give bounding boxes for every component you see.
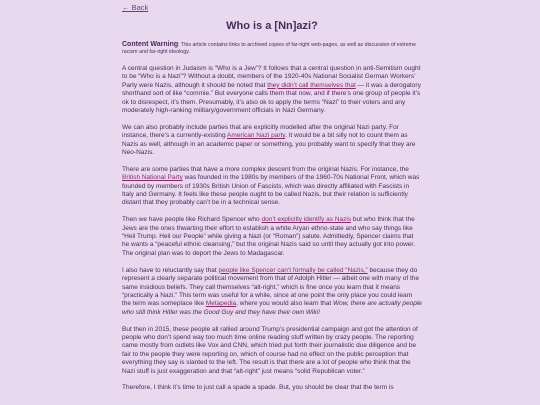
paragraph-text: Then we have people like Richard Spencer who — [122, 216, 262, 224]
back-link[interactable]: ← Back — [122, 3, 149, 12]
paragraph-2 — [122, 124, 422, 158]
link-british-national-party[interactable]: British National Party — [122, 174, 183, 182]
link-metapedia[interactable]: Metapedia — [205, 300, 237, 308]
paragraph-text: But then in 2015, these people all rallied around Trump’s presidential campaign and got the attention of people who don’t spend way too much time online reading stuff written by crazy people. The reporting came mostly from outlets like Vox and CNN, which tried put forth their journalistic due diligence and be fair to the people they were reporting on, which of course had no effect on the public perception that everything they say is slanted to the left. The result is that there are a lot of people who think that the Nazi stuff is just exaggeration and that “alt-right” just means “solid Republican voter.” — [122, 325, 418, 375]
paragraph-3 — [122, 166, 422, 208]
paragraph-5 — [122, 267, 422, 317]
paragraph-text: was founded in the 1980s by members of the 1960-70s National Front, which was founded by members of 1930s British Union of Fascists, which was directly affiliated with Fascists in Italy and Germany. It feels like these people ought to be called Nazis, but their relation is sufficiently distant that they probably can’t be in a technical sense. — [122, 174, 420, 207]
link-didnt-call-themselves[interactable]: they didn’t call themselves that — [267, 81, 356, 89]
content-warning-label: Content Warning — [122, 41, 179, 48]
paragraph-text: — it was a derogatory shorthand sort of like “commie.” But everyone calls them that now, and if there’s one group of people it’s ok to disrespect, it’s them. Presumably, it’s also ok to apply the terms “Nazi” to their voters and any moderately high-ranking military/government officials in Nazi Germany. — [122, 81, 421, 115]
content-warning — [122, 41, 422, 56]
paragraph-text: We can also probably include parties that are explicitly modelled after the original Nazi party. For instance, there’s a currently-existing — [122, 123, 399, 140]
paragraph-text: . It would be a bit silly not to count them as Nazis as well, although in an academic paper or something, you probably want to specify that they are Neo-Nazis. — [122, 132, 416, 157]
paragraph-text: I also have to reluctantly say that — [122, 266, 219, 274]
page-title: Who is a [Nn]azi? — [226, 20, 318, 32]
paragraph-text: A central question in Judaism is “Who is a Jew”? It follows that a central question in anti-Semitism ought to be “Who is a Nazi”? Without a doubt, members of the 1920-40s National Socialist German Workers’ Party were Nazis, although it should be noted that — [122, 65, 421, 89]
paragraph-text: but who think that the Jews are the ones thwarting their effort to establish a white Aryan ethno-state and who say things like “Heil Trump. Heil our People” while giving a Nazi (or “Roman”) salute. Admittedly, Spencer claims that he wants a “peaceful ethnic cleansing,” but the original Nazis said so until they actually got into power. The original plan was to deport the Jews to Madagascar. — [122, 216, 416, 257]
paragraph-text: because they do represent a clearly separate political movement from that of Adolph Hitler — albeit one with many of the same insidious beliefs. They call themselves “alt-right,” which is fine once you learn that it means “practically a Nazi.” This term was useful for a while, since at one point the only place you could learn the term was someplace like — [122, 266, 419, 308]
paragraph-text: There are some parties that have a more complex descent from the original Nazis. For instance, the — [122, 165, 409, 173]
italic-quote: Wow, there are actually people who still think Hitler was the Good Guy and they have their own Wiki! — [122, 300, 422, 316]
paragraph-4 — [122, 216, 422, 258]
paragraph-7 — [122, 384, 422, 392]
paragraph-text: , where you would also learn that — [236, 300, 334, 308]
link-american-nazi-party[interactable]: American Nazi party — [227, 132, 286, 140]
paragraph-1 — [122, 65, 422, 115]
paragraph-6 — [122, 326, 422, 376]
article — [122, 0, 422, 393]
paragraph-text: Therefore, I think it’s time to just call a spade a spade. But, you should be clear that the term is — [122, 384, 394, 392]
content-warning-text: : This article contains links to archived copies of far-right web-pages, as well as discussion of extreme racism and far-right ideology. — [122, 42, 416, 55]
link-people-like-spencer[interactable]: people like Spencer can’t formally be called “Nazis,” — [218, 266, 368, 274]
link-dont-identify-as-nazis[interactable]: don’t explicitly identify as Nazis — [261, 216, 352, 224]
